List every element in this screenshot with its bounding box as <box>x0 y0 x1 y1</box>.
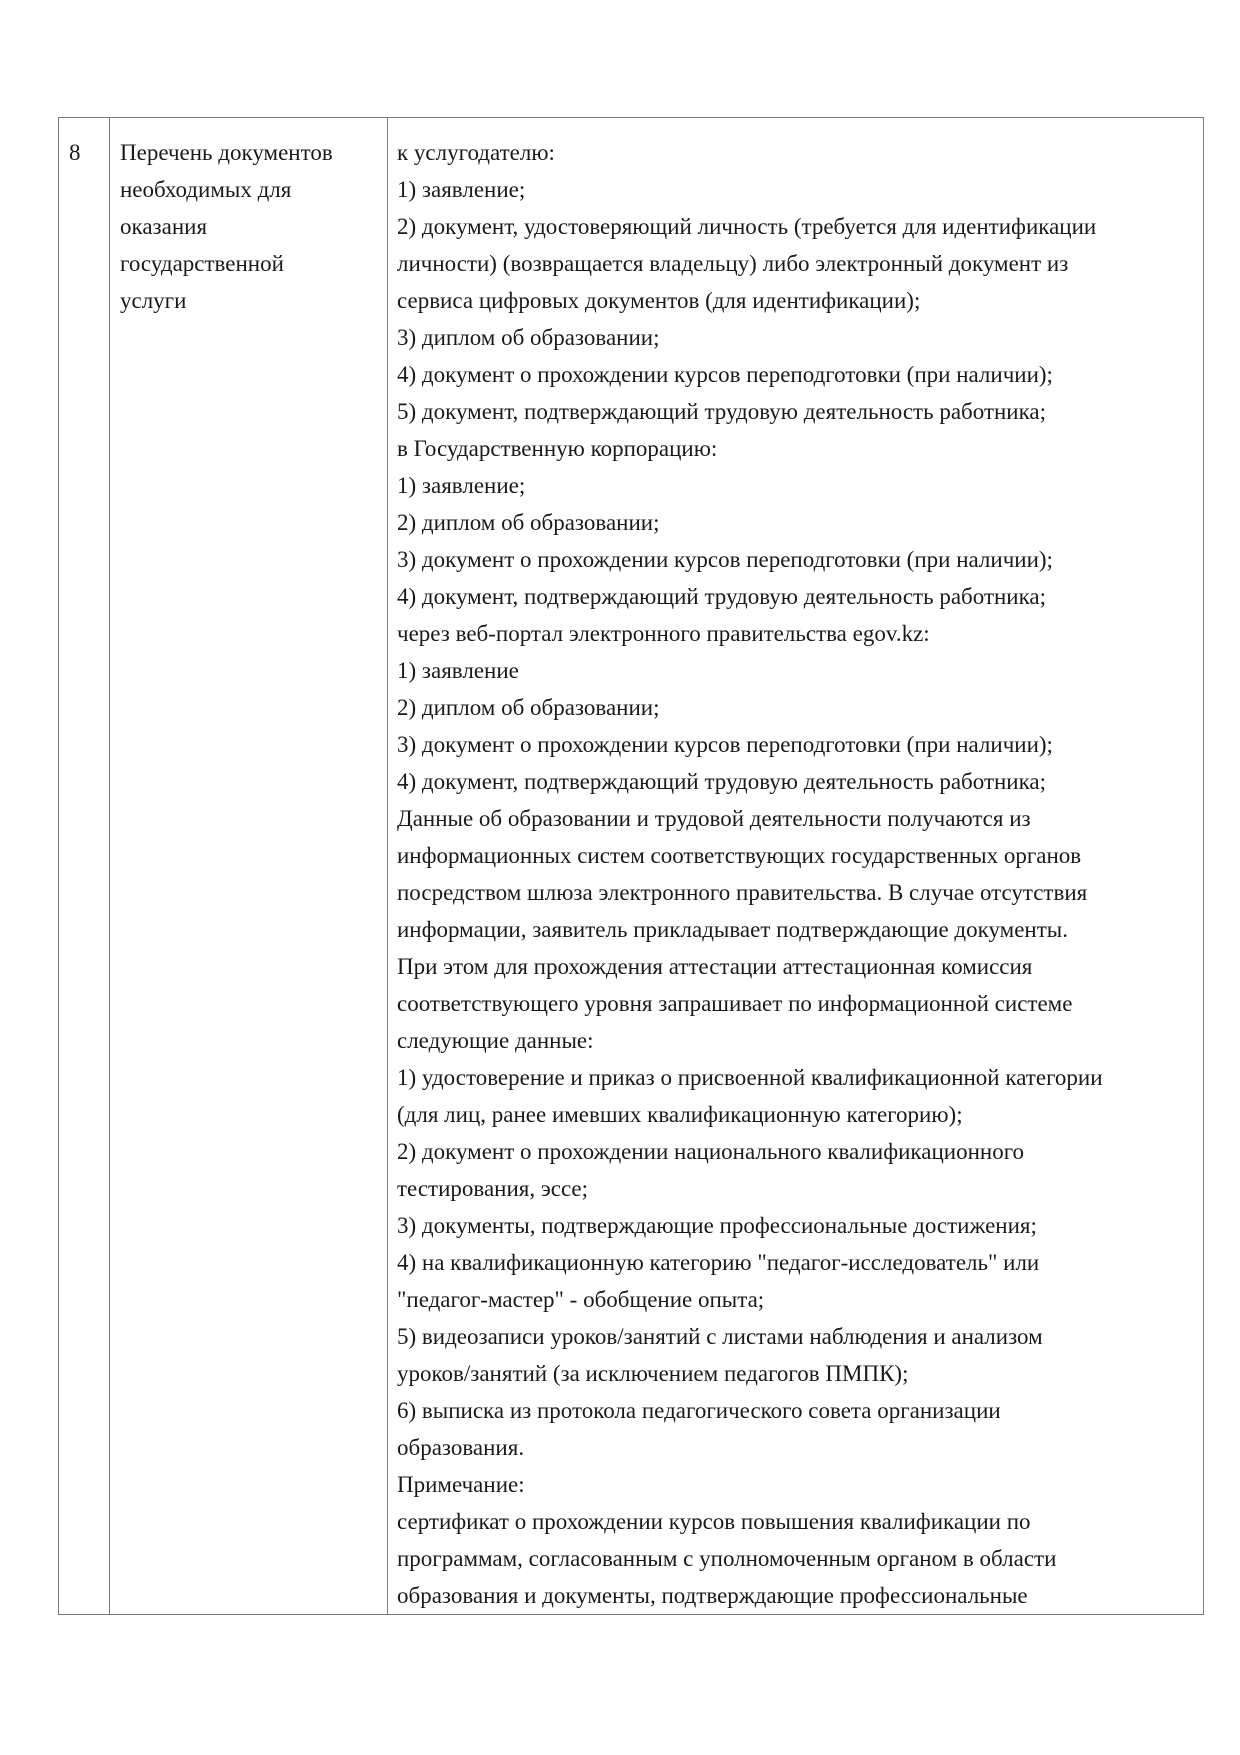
row-content-line: образования. <box>397 1435 525 1460</box>
row-content-line: "педагог-мастер" - обобщение опыта; <box>397 1287 765 1312</box>
row-content-line: в Государственную корпорацию: <box>397 436 718 461</box>
row-content-line: 6) выписка из протокола педагогического совета организации <box>397 1398 1001 1423</box>
row-content-line: через веб-портал электронного правительства egov.kz: <box>397 621 930 646</box>
row-name-line: услуги <box>120 288 187 313</box>
row-content-line: 3) документ о прохождении курсов переподготовки (при наличии); <box>397 547 1053 572</box>
row-name-line: государственной <box>120 251 284 276</box>
table-row <box>59 118 1204 1615</box>
row-name-cell <box>110 118 388 1615</box>
row-content-line: следующие данные: <box>397 1028 594 1053</box>
row-content-line: сервиса цифровых документов (для идентификации); <box>397 288 921 313</box>
services-table <box>58 117 1204 1615</box>
row-content-line: образования и документы, подтверждающие профессиональные <box>397 1583 1028 1608</box>
row-content-line: При этом для прохождения аттестации аттестационная комиссия <box>397 954 1033 979</box>
row-name-line: оказания <box>120 214 208 239</box>
row-number-cell <box>59 118 110 1615</box>
row-content-line: Данные об образовании и трудовой деятельности получаются из <box>397 806 1031 831</box>
row-content-line: соответствующего уровня запрашивает по информационной системе <box>397 991 1073 1016</box>
row-name-line: необходимых для <box>120 177 292 202</box>
row-content-line: информационных систем соответствующих государственных органов <box>397 843 1082 868</box>
row-content-line: 4) документ, подтверждающий трудовую деятельность работника; <box>397 584 1047 609</box>
row-content-line: 1) заявление; <box>397 473 526 498</box>
row-content-line: 5) видеозаписи уроков/занятий с листами наблюдения и анализом <box>397 1324 1043 1349</box>
row-content-line: 3) документы, подтверждающие профессиональные достижения; <box>397 1213 1037 1238</box>
row-content-line: 2) документ, удостоверяющий личность (требуется для идентификации <box>397 214 1097 239</box>
row-content-line: Примечание: <box>397 1472 525 1497</box>
row-content-line: 2) документ о прохождении национального квалификационного <box>397 1139 1025 1164</box>
row-content-line: 1) заявление; <box>397 177 526 202</box>
row-content-line: 1) удостоверение и приказ о присвоенной квалификационной категории <box>397 1065 1103 1090</box>
row-content-line: 3) документ о прохождении курсов переподготовки (при наличии); <box>397 732 1053 757</box>
row-content-line: 3) диплом об образовании; <box>397 325 660 350</box>
row-content-line: посредством шлюза электронного правительства. В случае отсутствия <box>397 880 1088 905</box>
row-content-line: (для лиц, ранее имевших квалификационную категорию); <box>397 1102 963 1127</box>
row-name-line: Перечень документов <box>120 140 333 165</box>
row-content-line: к услугодателю: <box>397 140 555 165</box>
row-content-line: 2) диплом об образовании; <box>397 510 660 535</box>
row-content-line: 4) документ о прохождении курсов переподготовки (при наличии); <box>397 362 1053 387</box>
row-content-line: личности) (возвращается владельцу) либо электронный документ из <box>397 251 1069 276</box>
row-number: 8 <box>69 140 81 165</box>
row-content-line: уроков/занятий (за исключением педагогов ПМПК); <box>397 1361 909 1386</box>
row-content-line: 5) документ, подтверждающий трудовую деятельность работника; <box>397 399 1047 424</box>
row-content-line: 2) диплом об образовании; <box>397 695 660 720</box>
row-content-line: 4) документ, подтверждающий трудовую деятельность работника; <box>397 769 1047 794</box>
row-content-line: сертификат о прохождении курсов повышения квалификации по <box>397 1509 1031 1534</box>
row-content-line: 4) на квалификационную категорию "педагог-исследователь" или <box>397 1250 1040 1275</box>
row-content-line: программам, согласованным с уполномоченным органом в области <box>397 1546 1057 1571</box>
row-content-cell <box>388 118 1204 1615</box>
row-content-line: тестирования, эссе; <box>397 1176 589 1201</box>
row-content-line: 1) заявление <box>397 658 519 683</box>
row-content-line: информации, заявитель прикладывает подтверждающие документы. <box>397 917 1068 942</box>
